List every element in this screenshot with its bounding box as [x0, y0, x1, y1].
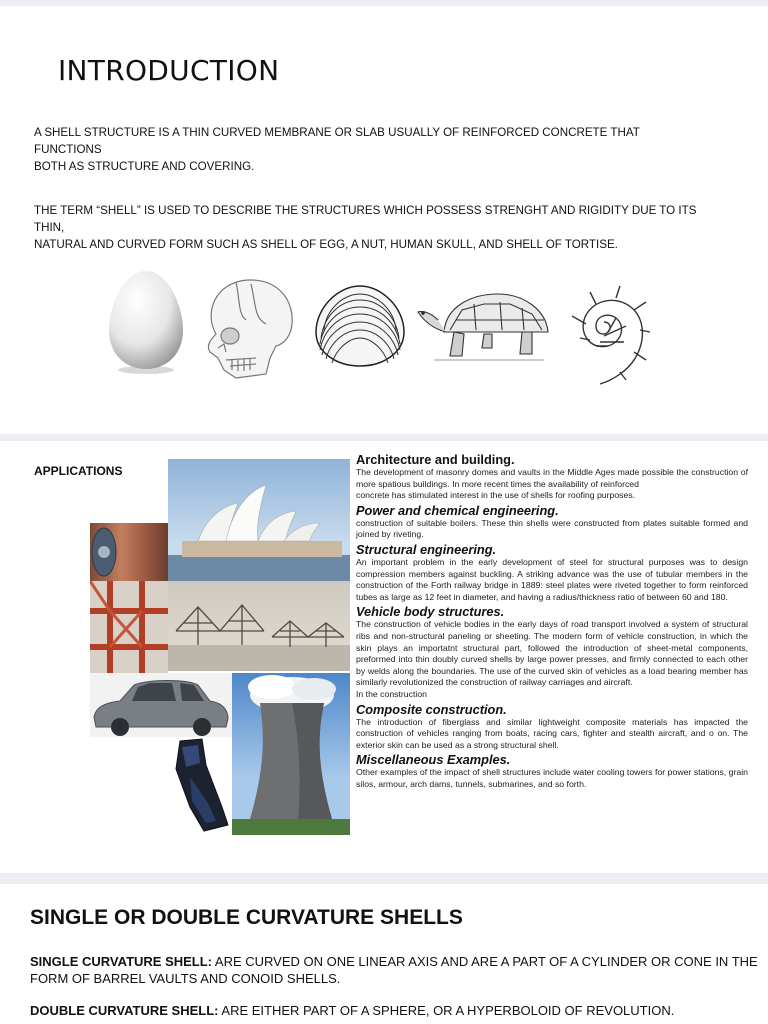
text-line: A SHELL STRUCTURE IS A THIN CURVED MEMBRANE OR SLAB USUALLY OF REINFORCED CONCRETE THAT — [34, 126, 640, 139]
human-skull-image — [196, 274, 298, 382]
section-heading: Composite construction. — [356, 701, 507, 717]
section-body — [356, 619, 748, 700]
forth-bridge-photo — [168, 581, 350, 671]
applications-label: APPLICATIONS — [34, 464, 123, 478]
text-line: Other examples of the impact of shell structures include water cooling towers for power stations, grain silos, armour, arch dams, tunnels, submarines, and so forth. — [356, 767, 748, 789]
section-body — [356, 518, 748, 541]
clam-shell-image — [312, 280, 408, 370]
text-line: In the construction — [356, 688, 427, 699]
text-line: FUNCTIONS — [34, 143, 102, 156]
text-line: NATURAL AND CURVED FORM SUCH AS SHELL OF EGG, A NUT, HUMAN SKULL, AND SHELL OF TORTISE. — [34, 238, 618, 251]
text-line: concrete has stimulated interest in the use of shells for roofing purposes. — [356, 490, 636, 501]
text-line: The development of masonry domes and vaults in the Middle Ages made possible the construction of more spatious buildings. In more recent times the availability of reinforced — [356, 467, 748, 489]
section-heading: Structural engineering. — [356, 541, 497, 557]
section-body — [356, 767, 748, 790]
section-heading: Architecture and building. — [356, 452, 515, 467]
curvature-slide — [0, 884, 768, 1024]
double-curvature-term: DOUBLE CURVATURE SHELL: — [30, 1003, 219, 1018]
egg-image — [104, 268, 188, 376]
text-line: BOTH AS STRUCTURE AND COVERING. — [34, 160, 255, 173]
applications-text — [356, 451, 748, 790]
text-line: The construction of vehicle bodies in the early days of road transport involved a system of structural ribs and non-structural paneling or sheeting. The modern form of vehicle construction, in which the skin plays an importatnt structural part, followed the introduction of sheet-metal components, preformed into thin doubly curved shells by large power presses, and firmly connected to each other by welds along the boundaries. The use of the curved skin of vehicles as a load bearing member has similarly revolutionized the construction of railway carriages and aircraft. — [356, 619, 748, 688]
vintage-car-body-photo — [90, 673, 232, 737]
section-heading: Vehicle body structures. — [356, 604, 505, 620]
single-curvature-text: ARE CURVED ON ONE LINEAR AXIS AND ARE A PART OF A CYLINDER OR CONE IN THE FORM OF BARREL VAULTS AND CONOID SHELLS. — [30, 954, 758, 986]
steel-tube-structure-photo — [90, 581, 168, 673]
text-line: An important problem in the early development of steel for structural purposes was to design compression members against buckling. A striking advance was the use of tubular members in the construction of the Forth railway bridge in 1889: steel plates were riveted together to form reinforced tubes as large as 12 feet in diameter, and having a radius/thickness ratio of between 60 and 180. — [356, 556, 748, 602]
double-curvature-text: ARE EITHER PART OF A SPHERE, OR A HYPERBOLOID OF REVOLUTION. — [218, 1003, 675, 1018]
single-curvature-term: SINGLE CURVATURE SHELL: — [30, 954, 213, 969]
intro-paragraph-1 — [34, 124, 734, 175]
applications-slide — [0, 441, 768, 873]
text-line: THE TERM “SHELL” IS USED TO DESCRIBE THE STRUCTURES WHICH POSSESS STRENGHT AND RIGIDITY DUE TO ITS — [34, 204, 697, 217]
curvature-title: SINGLE OR DOUBLE CURVATURE SHELLS — [30, 906, 463, 929]
section-body — [356, 557, 748, 603]
racing-seat-photo — [168, 737, 232, 833]
intro-paragraph-2 — [34, 202, 749, 253]
text-line: construction of suitable boilers. These thin shells were constructed from plates suitable formed and joined by riveting. — [356, 517, 748, 540]
intro-title: INTRODUCTION — [58, 54, 280, 87]
nautilus-shell-image — [560, 282, 652, 386]
single-curvature-paragraph — [30, 953, 758, 987]
tortoise-image — [414, 288, 552, 370]
sydney-opera-house-photo — [168, 459, 350, 581]
section-heading: Power and chemical engineering. — [356, 502, 559, 518]
text-line: The introduction of fiberglass and similar lightweight composite materials has impacted the construction of vehicles ranging from boats, racing cars, fighter and stealth aircraft, and o on. The exterior skin can be used as a strong structural shell. — [356, 716, 748, 750]
section-body — [356, 717, 748, 752]
section-heading: Miscellaneous Examples. — [356, 752, 511, 768]
cooling-tower-photo — [232, 673, 350, 835]
introduction-slide — [0, 6, 768, 434]
section-body — [356, 467, 748, 502]
boiler-drum-photo — [90, 523, 168, 581]
text-line: THIN, — [34, 221, 65, 234]
double-curvature-paragraph — [30, 1002, 758, 1019]
